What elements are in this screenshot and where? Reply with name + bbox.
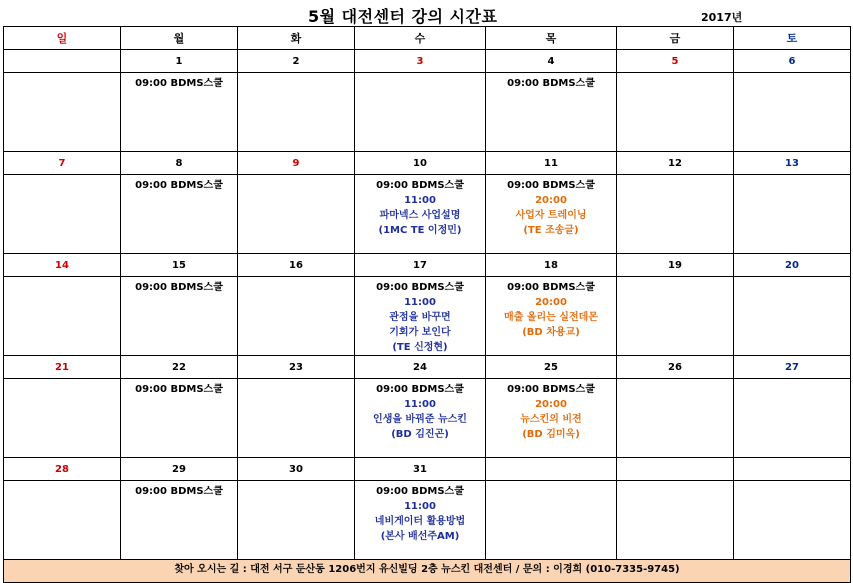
- date-cell: 2: [238, 50, 355, 73]
- events-cell: [617, 379, 734, 458]
- date-cell: 9: [238, 152, 355, 175]
- date-cell: 29: [121, 458, 238, 481]
- event-line: 09:00 BDMS스쿨: [376, 180, 464, 191]
- date-cell: 13: [734, 152, 851, 175]
- date-cell: 17: [355, 254, 486, 277]
- event-line: (TE 신정현): [392, 342, 448, 353]
- events-cell: [486, 175, 617, 254]
- events-cell: [617, 73, 734, 152]
- events-cell: [121, 379, 238, 458]
- events-cell: [4, 277, 121, 356]
- date-cell: 22: [121, 356, 238, 379]
- date-row: [4, 152, 851, 175]
- schedule-calendar: [3, 26, 851, 583]
- event-line: 인생을 바꿔준 뉴스킨: [373, 414, 467, 425]
- date-cell: 31: [355, 458, 486, 481]
- date-cell: 19: [617, 254, 734, 277]
- event-line: 09:00 BDMS스쿨: [135, 384, 223, 395]
- date-cell: 15: [121, 254, 238, 277]
- event-line: 09:00 BDMS스쿨: [135, 486, 223, 497]
- events-cell: [734, 175, 851, 254]
- event-line: 20:00: [535, 195, 567, 206]
- event-line: 09:00 BDMS스쿨: [507, 282, 595, 293]
- event-line: 20:00: [535, 297, 567, 308]
- event-line: 09:00 BDMS스쿨: [507, 384, 595, 395]
- events-cell: [121, 73, 238, 152]
- events-cell: [486, 379, 617, 458]
- date-cell: 25: [486, 356, 617, 379]
- events-cell: [355, 277, 486, 356]
- event-line: 20:00: [535, 399, 567, 410]
- date-cell: 21: [4, 356, 121, 379]
- year-label: 2017년: [701, 11, 743, 24]
- date-cell: 20: [734, 254, 851, 277]
- event-line: (BD 김진곤): [391, 429, 449, 440]
- event-line: 사업자 트레이닝: [515, 210, 587, 221]
- date-cell: 26: [617, 356, 734, 379]
- events-cell: [734, 277, 851, 356]
- date-cell: 7: [4, 152, 121, 175]
- event-line: 11:00: [404, 501, 436, 512]
- weekday-header-cell: 일: [4, 27, 121, 50]
- date-cell: 30: [238, 458, 355, 481]
- date-row: [4, 254, 851, 277]
- date-cell: [617, 458, 734, 481]
- events-cell: [4, 175, 121, 254]
- event-line: 파마넥스 사업설명: [379, 210, 461, 221]
- weekday-header-cell: 수: [355, 27, 486, 50]
- events-cell: [121, 481, 238, 560]
- date-cell: 27: [734, 356, 851, 379]
- event-line: 09:00 BDMS스쿨: [135, 180, 223, 191]
- event-line: 뉴스킨의 비젼: [520, 414, 582, 425]
- events-row: [4, 481, 851, 560]
- events-cell: [734, 379, 851, 458]
- date-cell: [734, 458, 851, 481]
- events-cell: [617, 175, 734, 254]
- date-cell: 28: [4, 458, 121, 481]
- events-cell: [121, 175, 238, 254]
- event-line: 09:00 BDMS스쿨: [376, 282, 464, 293]
- date-cell: 10: [355, 152, 486, 175]
- events-cell: [4, 481, 121, 560]
- events-cell: [617, 277, 734, 356]
- events-cell: [734, 481, 851, 560]
- date-row: [4, 356, 851, 379]
- events-cell: [238, 73, 355, 152]
- events-cell: [617, 481, 734, 560]
- weekday-header-cell: 월: [121, 27, 238, 50]
- weekday-header-cell: 토: [734, 27, 851, 50]
- title-bar: [0, 4, 853, 26]
- date-row: [4, 50, 851, 73]
- events-cell: [355, 73, 486, 152]
- events-cell: [238, 379, 355, 458]
- event-line: 09:00 BDMS스쿨: [135, 282, 223, 293]
- date-cell: 3: [355, 50, 486, 73]
- event-line: 09:00 BDMS스쿨: [376, 486, 464, 497]
- event-line: 매출 올리는 실전데몬: [504, 312, 598, 323]
- events-cell: [355, 379, 486, 458]
- date-cell: 18: [486, 254, 617, 277]
- events-cell: [355, 481, 486, 560]
- events-cell: [486, 277, 617, 356]
- date-row: [4, 458, 851, 481]
- date-cell: [486, 458, 617, 481]
- events-row: [4, 73, 851, 152]
- date-cell: 16: [238, 254, 355, 277]
- date-cell: 6: [734, 50, 851, 73]
- events-row: [4, 175, 851, 254]
- date-cell: 11: [486, 152, 617, 175]
- date-cell: 23: [238, 356, 355, 379]
- weekday-header-cell: 금: [617, 27, 734, 50]
- calendar-body: [4, 27, 851, 560]
- events-cell: [121, 277, 238, 356]
- weekday-header-cell: 목: [486, 27, 617, 50]
- events-cell: [355, 175, 486, 254]
- footer-row: [4, 560, 851, 583]
- event-line: (TE 조송글): [523, 225, 579, 236]
- date-cell: 8: [121, 152, 238, 175]
- event-line: 11:00: [404, 399, 436, 410]
- events-cell: [238, 277, 355, 356]
- events-cell: [4, 379, 121, 458]
- events-cell: [486, 481, 617, 560]
- event-line: 기회가 보인다: [389, 327, 451, 338]
- event-line: (BD 김미옥): [522, 429, 580, 440]
- event-line: 11:00: [404, 195, 436, 206]
- events-cell: [4, 73, 121, 152]
- date-cell: 24: [355, 356, 486, 379]
- date-cell: 1: [121, 50, 238, 73]
- events-cell: [238, 481, 355, 560]
- page-title: 5월 대전센터 강의 시간표: [308, 7, 498, 26]
- events-cell: [486, 73, 617, 152]
- events-cell: [238, 175, 355, 254]
- event-line: 네비게이터 활용방법: [374, 516, 466, 527]
- date-cell: 4: [486, 50, 617, 73]
- event-line: 11:00: [404, 297, 436, 308]
- event-line: (1MC TE 이정민): [378, 225, 462, 236]
- event-line: (BD 차용교): [522, 327, 580, 338]
- date-cell: 5: [617, 50, 734, 73]
- event-line: (본사 배선주AM): [380, 531, 460, 542]
- events-cell: [734, 73, 851, 152]
- events-row: [4, 277, 851, 356]
- directions-contact-text: 찾아 오시는 길 : 대전 서구 둔산동 1206번지 유신빌딩 2층 뉴스킨 대전센터 / 문의 : 이경희 (010-7335-9745): [4, 560, 851, 583]
- weekday-header-cell: 화: [238, 27, 355, 50]
- date-cell: [4, 50, 121, 73]
- date-cell: 12: [617, 152, 734, 175]
- event-line: 관점을 바꾸면: [389, 312, 451, 323]
- event-line: 09:00 BDMS스쿨: [135, 78, 223, 89]
- date-cell: 14: [4, 254, 121, 277]
- event-line: 09:00 BDMS스쿨: [507, 180, 595, 191]
- events-row: [4, 379, 851, 458]
- event-line: 09:00 BDMS스쿨: [376, 384, 464, 395]
- event-line: 09:00 BDMS스쿨: [507, 78, 595, 89]
- weekday-header-row: [4, 27, 851, 50]
